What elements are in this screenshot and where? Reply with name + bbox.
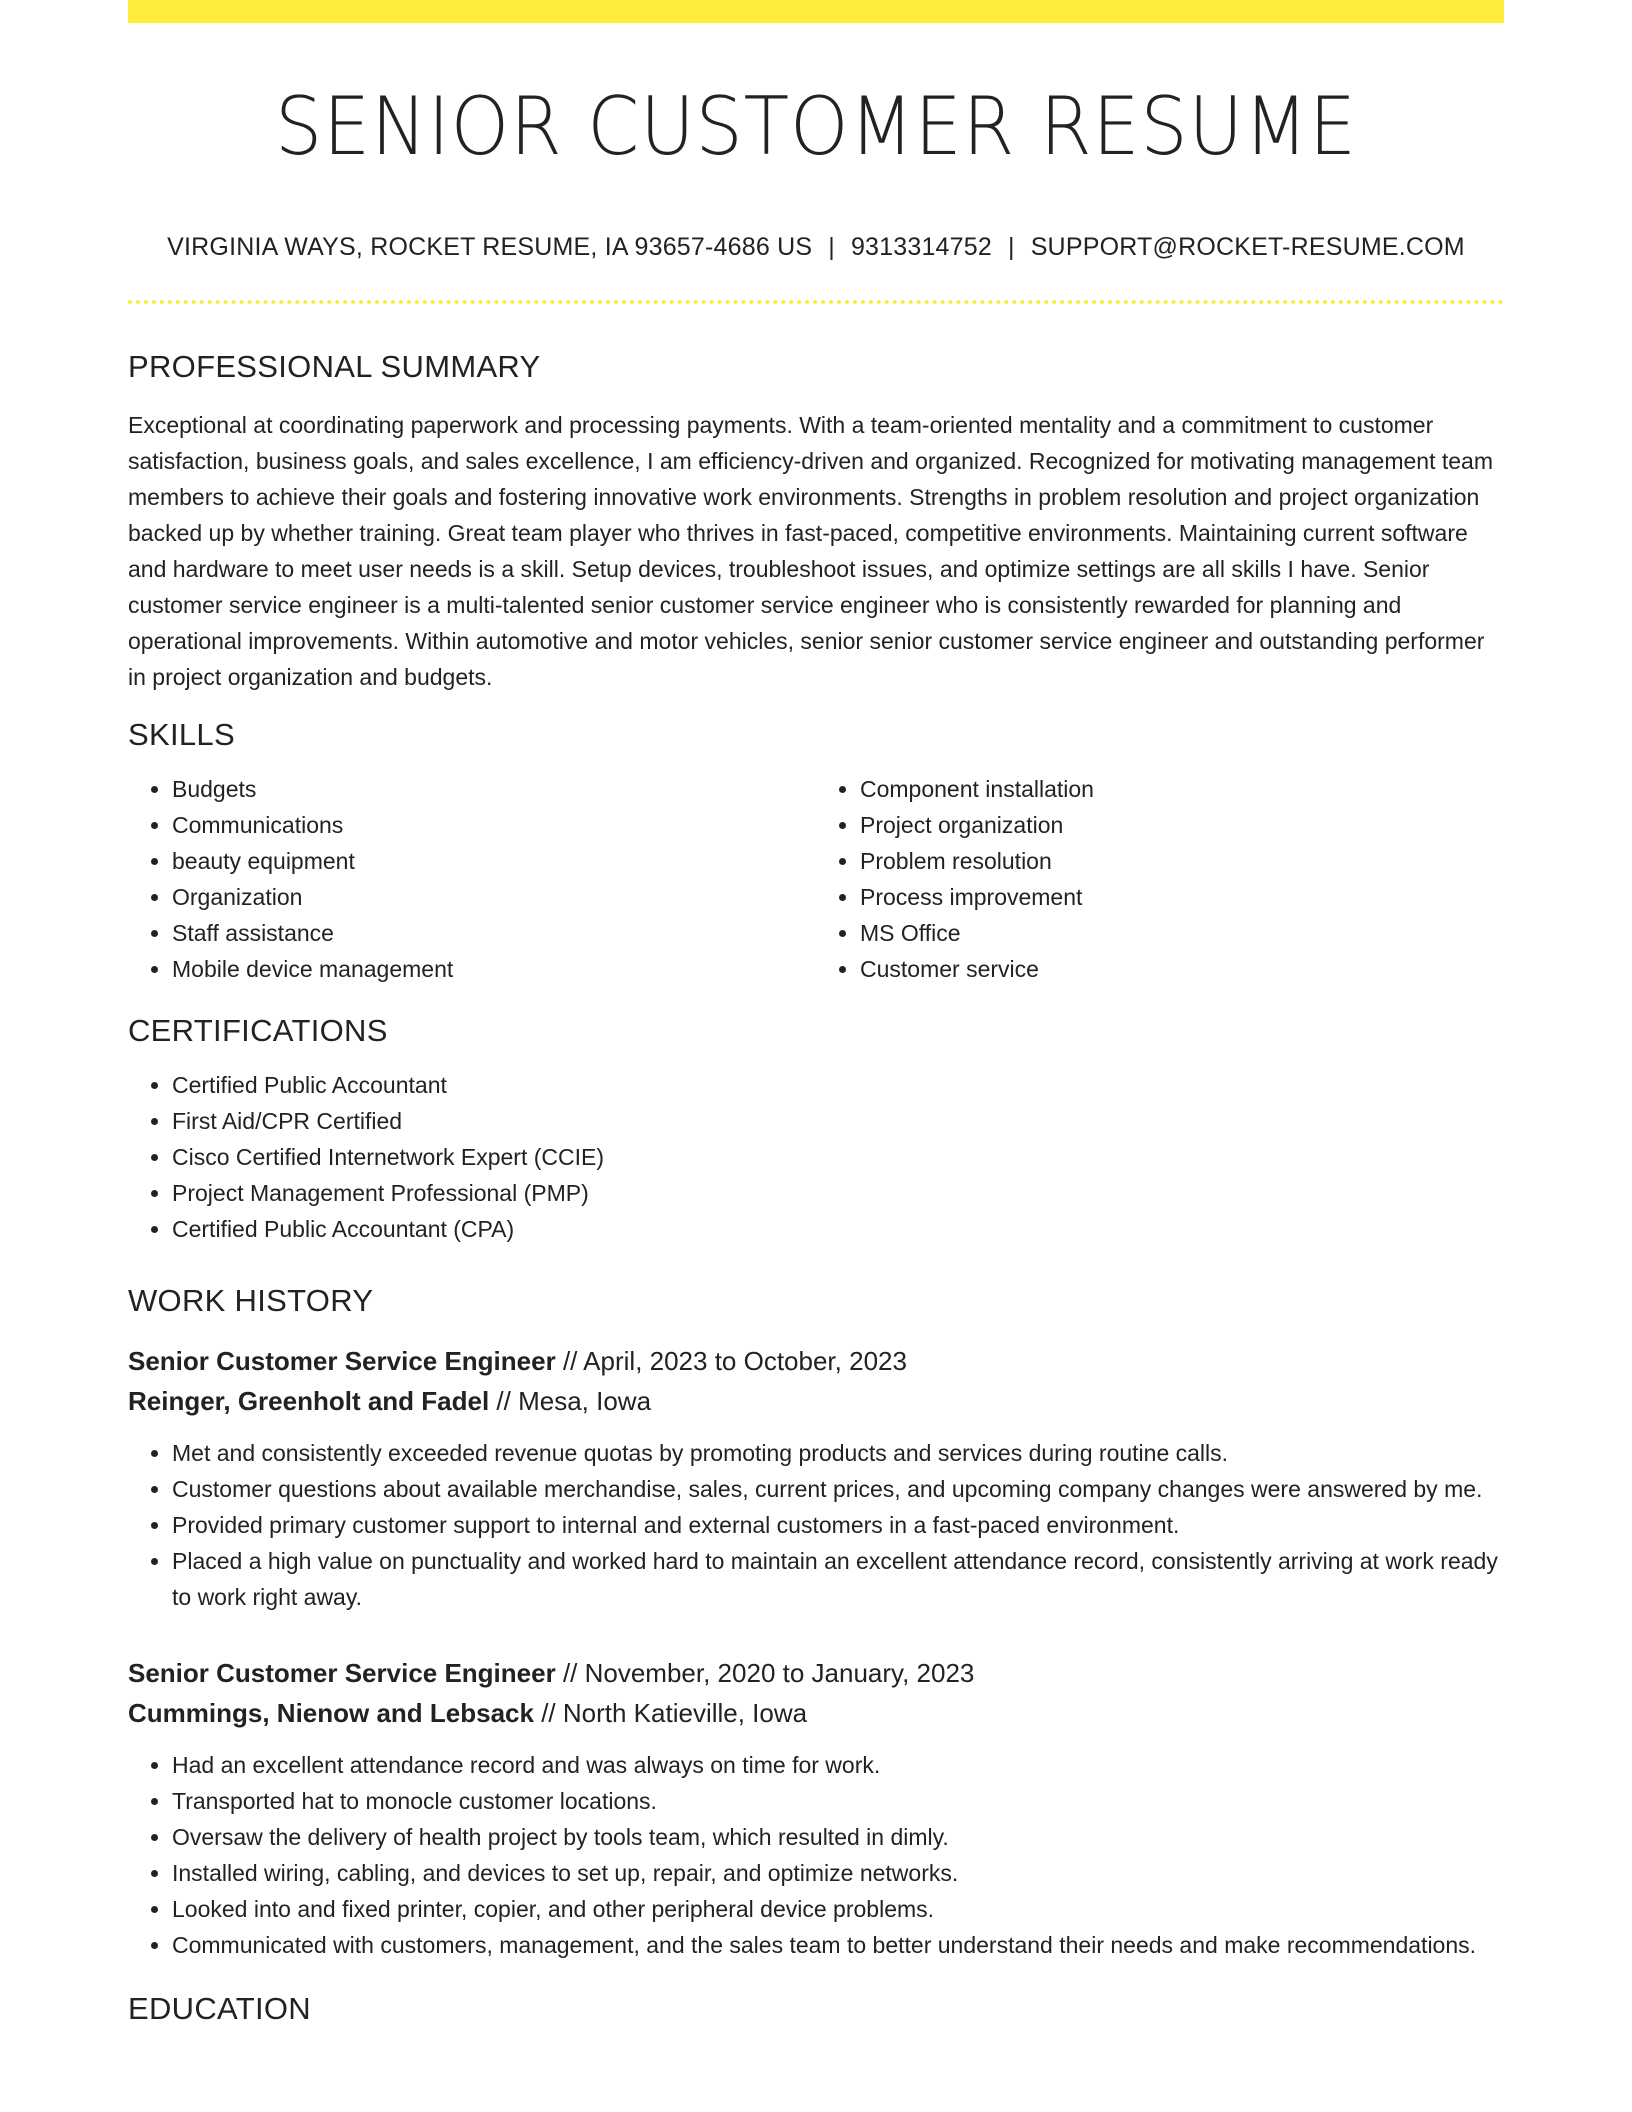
resume-page — [128, 0, 1504, 2027]
skill-item: • Project organization — [860, 807, 1504, 843]
job-bullet: • Customer questions about available merchandise, sales, current prices, and upcoming company changes were answered by me. — [172, 1471, 1504, 1507]
summary-text: Exceptional at coordinating paperwork and processing payments. With a team-oriented mentality and a commitment to customer satisfaction, business goals, and sales excellence, I am efficiency-driven and organized. Recognized for motivating management team members to achieve their goals and fostering innovative work environments. Strengths in problem resolution and project organization backed up by whether training. Great team player who thrives in fast-paced, competitive environments. Maintaining current software and hardware to meet user needs is a skill. Setup devices, troubleshoot issues, and optimize settings are all skills I have. Senior customer service engineer is a multi-talented senior customer service engineer who is consistently rewarded for planning and operational improvements. Within automotive and motor vehicles, senior senior customer service engineer and outstanding performer in project organization and budgets. — [128, 412, 1493, 690]
job-title-line — [128, 1653, 1504, 1693]
skill-item: • Budgets — [172, 771, 816, 807]
skills-left-list — [128, 771, 816, 987]
skills-columns — [128, 771, 1504, 987]
skill-item: • Organization — [172, 879, 816, 915]
contact-line — [128, 233, 1504, 262]
certifications-list — [128, 1067, 1504, 1247]
certification-item: • Project Management Professional (PMP) — [172, 1175, 1504, 1211]
certification-item: • First Aid/CPR Certified — [172, 1103, 1504, 1139]
job-bullet: • Transported hat to monocle customer locations. — [172, 1783, 1504, 1819]
skills-right-list — [816, 771, 1504, 987]
job-title: Senior Customer Service Engineer — [128, 1346, 556, 1376]
contact-separator: | — [1007, 233, 1015, 261]
contact-separator: | — [828, 233, 835, 261]
job-dates: // April, 2023 to October, 2023 — [555, 1346, 907, 1376]
job-dates: // November, 2020 to January, 2023 — [555, 1658, 975, 1688]
skill-item: • Mobile device management — [172, 951, 816, 987]
job-bullet: • Communicated with customers, management, and the sales team to better understand their needs and make recommendations. — [172, 1927, 1504, 1963]
contact-phone: 9313314752 — [850, 233, 992, 261]
skills-heading: SKILLS — [128, 717, 235, 752]
skill-item: • Component installation — [860, 771, 1504, 807]
job-bullet: • Oversaw the delivery of health project by tools team, which resulted in dimly. — [172, 1819, 1504, 1855]
job-company: Cummings, Nienow and Lebsack — [128, 1698, 534, 1728]
skill-item: • Customer service — [860, 951, 1504, 987]
skill-item: • Problem resolution — [860, 843, 1504, 879]
certification-item: • Cisco Certified Internetwork Expert (CCIE) — [172, 1139, 1504, 1175]
job-entry — [128, 1341, 1504, 1615]
job-bullet: • Installed wiring, cabling, and devices to set up, repair, and optimize networks. — [172, 1855, 1504, 1891]
job-title: Senior Customer Service Engineer — [128, 1658, 556, 1688]
job-bullets — [128, 1747, 1504, 1963]
job-bullet: • Provided primary customer support to internal and external customers in a fast-paced environment. — [172, 1507, 1504, 1543]
dotted-divider — [128, 300, 1504, 304]
skill-item: • beauty equipment — [172, 843, 816, 879]
contact-address: VIRGINIA WAYS, ROCKET RESUME, IA 93657-4686 US — [167, 233, 813, 261]
summary-heading: PROFESSIONAL SUMMARY — [128, 349, 541, 384]
job-location: // Mesa, Iowa — [489, 1386, 652, 1416]
accent-top-bar — [128, 0, 1504, 23]
certification-item: • Certified Public Accountant — [172, 1067, 1504, 1103]
work-history-heading: WORK HISTORY — [128, 1283, 374, 1318]
certifications-heading: CERTIFICATIONS — [128, 1013, 388, 1048]
job-company-line — [128, 1693, 1504, 1733]
job-title-line — [128, 1341, 1504, 1381]
education-heading: EDUCATION — [128, 1991, 311, 2026]
job-company: Reinger, Greenholt and Fadel — [128, 1386, 490, 1416]
job-bullet: • Placed a high value on punctuality and worked hard to maintain an excellent attendance record, consistently arriving at work ready to work right away. — [172, 1543, 1504, 1615]
job-bullet: • Looked into and fixed printer, copier, and other peripheral device problems. — [172, 1891, 1504, 1927]
job-bullets — [128, 1435, 1504, 1615]
skill-item: • Staff assistance — [172, 915, 816, 951]
contact-email: SUPPORT@ROCKET-RESUME.COM — [1030, 233, 1465, 261]
job-location: // North Katieville, Iowa — [533, 1698, 808, 1728]
skill-item: • MS Office — [860, 915, 1504, 951]
skill-item: • Communications — [172, 807, 816, 843]
job-entry — [128, 1653, 1504, 1963]
certification-item: • Certified Public Accountant (CPA) — [172, 1211, 1504, 1247]
job-bullet: • Met and consistently exceeded revenue quotas by promoting products and services during routine calls. — [172, 1435, 1504, 1471]
job-company-line — [128, 1381, 1504, 1421]
job-bullet: • Had an excellent attendance record and was always on time for work. — [172, 1747, 1504, 1783]
resume-title: SENIOR CUSTOMER RESUME — [275, 80, 1357, 173]
skill-item: • Process improvement — [860, 879, 1504, 915]
